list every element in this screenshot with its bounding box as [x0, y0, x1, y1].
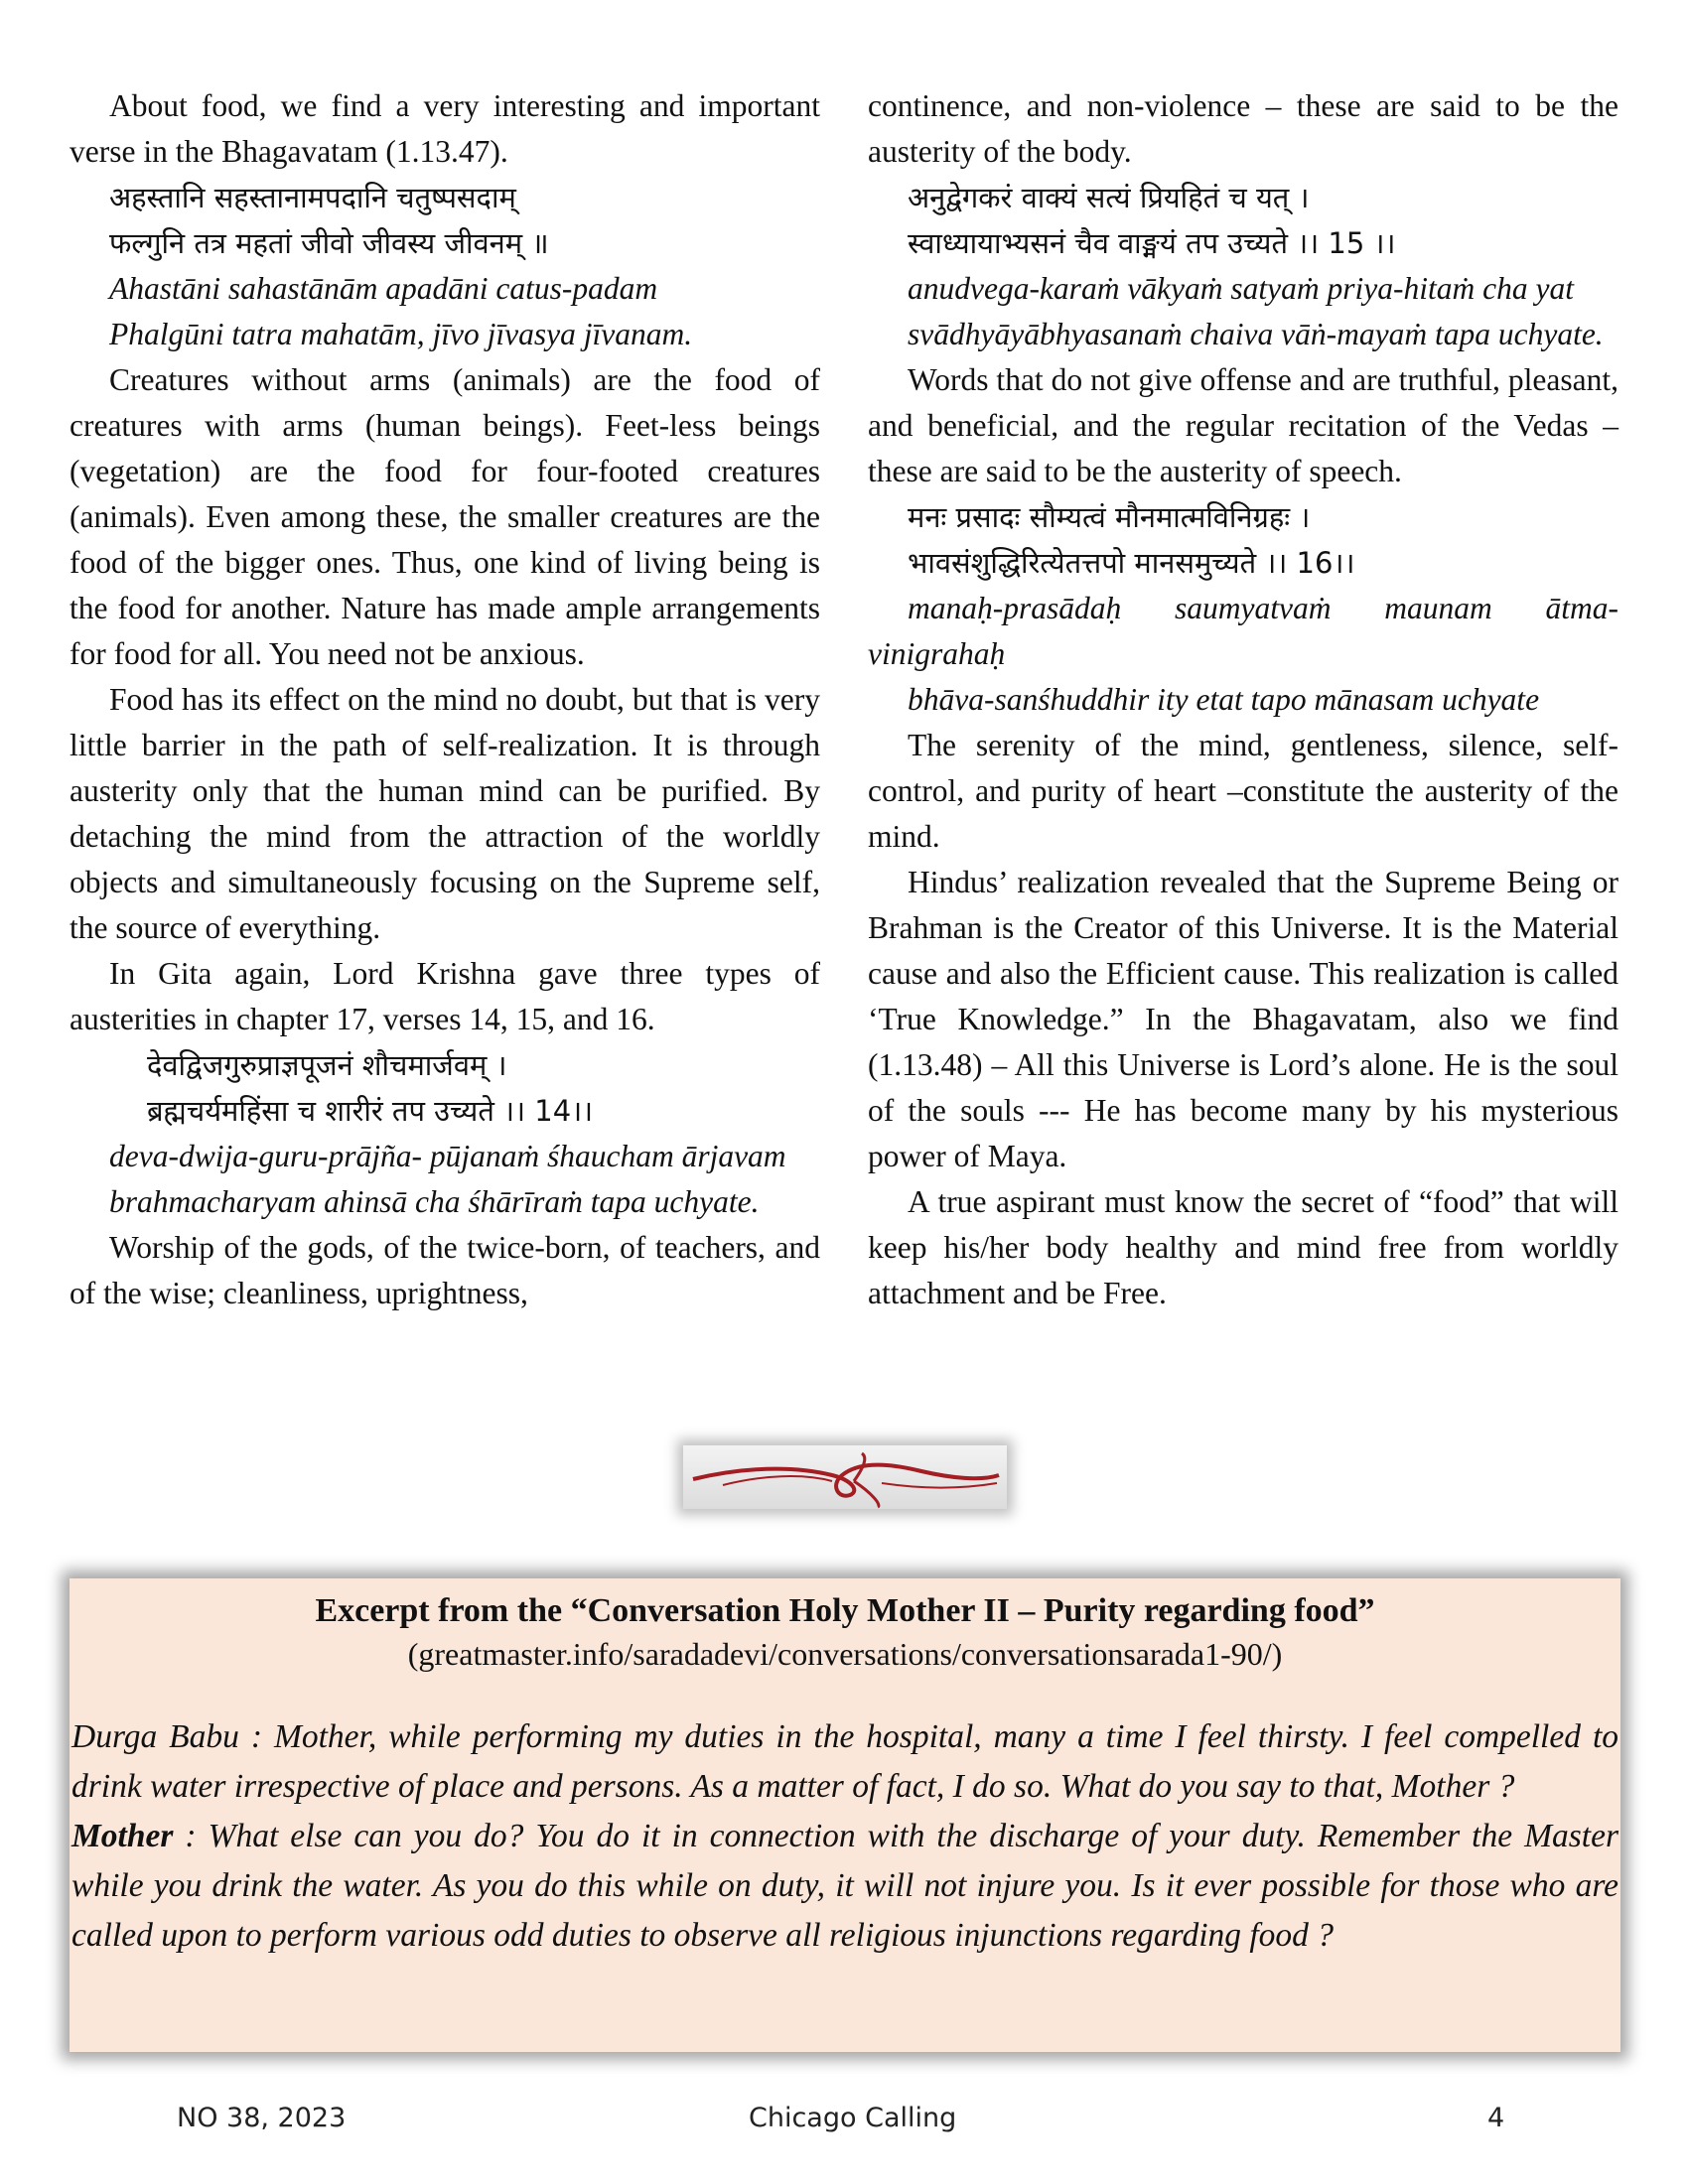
transliteration-line: manaḥ-prasādaḥ saumyatvaṁ maunam ātma-vinigrahaḥ — [868, 591, 1618, 671]
sanskrit-verse-line: अहस्तानि सहस्तानामपदानि चतुष्पसदाम् — [109, 181, 516, 214]
right-column — [868, 83, 1618, 1316]
paragraph: Words that do not give offense and are truthful, pleasant, and beneficial, and the regular recitation of the Vedas – these are said to be the austerity of speech. — [868, 362, 1618, 488]
sanskrit-verse-line: भावसंशुद्धिरित्येतत्तपो मानसमुच्यते ।। 16।। — [908, 546, 1355, 580]
paragraph: About food, we find a very interesting and important verse in the Bhagavatam (1.13.47). — [70, 88, 820, 169]
transliteration-line: deva-dwija-guru-prājña- pūjanaṁ śhaucham ārjavam — [109, 1139, 786, 1173]
paragraph: Hindus’ realization revealed that the Supreme Being or Brahman is the Creator of this Universe. It is the Material cause and also the Efficient cause. This realization is called ‘True Knowledge.” In the Bhagavatam, also we find (1.13.48) – All this Universe is Lord’s alone. He is the soul of the souls --- He has become many by his mysterious power of Maya. — [868, 865, 1618, 1173]
mother-text: : What else can you do? You do it in connection with the discharge of your duty. Remember the Master while you drink the water. As you do this while on duty, it will not injure you. Is it ever possible for those who are called upon to perform various odd duties to observe all religious injunctions regarding food ? — [71, 1818, 1618, 1954]
transliteration-line: bhāva-sanśhuddhir ity etat tapo mānasam uchyate — [908, 682, 1540, 717]
transliteration-line: anudvega-karaṁ vākyaṁ satyaṁ priya-hitaṁ cha yat — [908, 271, 1574, 306]
mother-label: Mother — [71, 1818, 174, 1854]
paragraph: The serenity of the mind, gentleness, silence, self-control, and purity of heart –constitute the austerity of the mind. — [868, 728, 1618, 854]
excerpt-title: Excerpt from the “Conversation Holy Mother II – Purity regarding food” — [315, 1592, 1375, 1629]
footer-publication: Chicago Calling — [749, 2103, 957, 2133]
paragraph: Worship of the gods, of the twice-born, of teachers, and of the wise; cleanliness, uprightness, — [70, 1230, 820, 1310]
footer-issue: NO 38, 2023 — [177, 2103, 347, 2133]
sanskrit-verse-line: ब्रह्मचर्यमहिंसा च शारीरं तप उच्यते ।। 14।। — [147, 1094, 594, 1128]
swirl-ornament-icon — [683, 1445, 1007, 1509]
transliteration-line: Ahastāni sahastānām apadāni catus-padam — [109, 271, 658, 306]
paragraph: Food has its effect on the mind no doubt, but that is very little barrier in the path of self-realization. It is through austerity only that the human mind can be purified. By detaching the mind from the attraction of the worldly objects and simultaneously focusing on the Supreme self, the source of everything. — [70, 682, 820, 945]
footer-page-number: 4 — [1487, 2103, 1505, 2133]
excerpt-source-link: (greatmaster.info/saradadevi/conversations/conversationsarada1-90/) — [407, 1636, 1283, 1672]
transliteration-line: Phalgūni tatra mahatām, jīvo jīvasya jīvanam. — [109, 317, 693, 351]
left-column — [70, 83, 820, 1316]
ornament-divider — [683, 1445, 1007, 1509]
paragraph: Creatures without arms (animals) are the food of creatures with arms (human beings). Feet-less beings (vegetation) are the food for four-footed creatures (animals). Even among these, the smaller creatures are the food of the bigger ones. Thus, one kind of living being is the food for another. Nature has made ample arrangements for food for all. You need not be anxious. — [70, 362, 820, 671]
transliteration-line: svādhyāyābhyasanaṁ chaiva vāṅ-mayaṁ tapa uchyate. — [908, 317, 1604, 351]
sanskrit-verse-line: स्वाध्यायाभ्यसनं चैव वाङ्मयं तप उच्यते ।। 15 ।। — [908, 226, 1396, 260]
sanskrit-verse-line: देवद्विजगुरुप्राज्ञपूजनं शौचमार्जवम् । — [147, 1048, 507, 1082]
transliteration-line: brahmacharyam ahinsā cha śhārīraṁ tapa uchyate. — [109, 1184, 760, 1219]
paragraph: In Gita again, Lord Krishna gave three types of austerities in chapter 17, verses 14, 15, and 16. — [70, 956, 820, 1036]
excerpt-body — [70, 1712, 1620, 1961]
paragraph: continence, and non-violence – these are said to be the austerity of the body. — [868, 88, 1618, 169]
excerpt-box — [70, 1578, 1620, 2052]
sanskrit-verse-line: फल्गुनि तत्र महतां जीवो जीवस्य जीवनम् ॥ — [109, 226, 549, 260]
sanskrit-verse-line: मनः प्रसादः सौम्यत्वं मौनमात्मविनिग्रहः । — [908, 500, 1311, 534]
mother-dialogue — [71, 1812, 1618, 1961]
paragraph: A true aspirant must know the secret of “food” that will keep his/her body healthy and mind free from worldly attachment and be Free. — [868, 1184, 1618, 1310]
sanskrit-verse-line: अनुद्वेगकरं वाक्यं सत्यं प्रियहितं च यत् । — [908, 181, 1310, 214]
durga-babu-dialogue: Durga Babu : Mother, while performing my duties in the hospital, many a time I feel thirsty. I feel compelled to drink water irrespective of place and persons. As a matter of fact, I do so. What do you say to that, Mother ? — [71, 1718, 1618, 1805]
